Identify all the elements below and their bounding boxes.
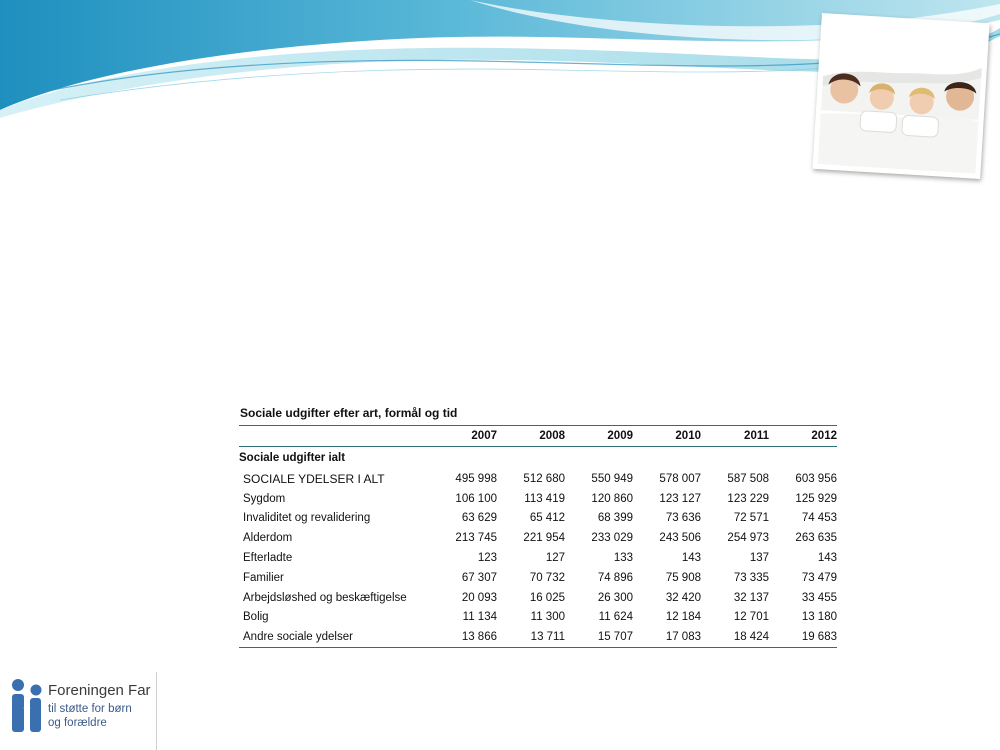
family-photo-image bbox=[818, 18, 985, 173]
row-value: 13 866 bbox=[429, 627, 497, 647]
section-row bbox=[239, 447, 837, 470]
row-value: 26 300 bbox=[597, 591, 633, 604]
row-value: 68 399 bbox=[597, 512, 633, 525]
row-value: 512 680 bbox=[523, 472, 565, 485]
year-header: 2011 bbox=[701, 426, 769, 447]
table-row bbox=[239, 627, 837, 647]
header-label-cell bbox=[239, 426, 429, 447]
row-value: 63 629 bbox=[461, 512, 497, 525]
row-value: 13 711 bbox=[497, 627, 565, 647]
row-value: 123 bbox=[477, 552, 497, 565]
family-photo bbox=[812, 13, 989, 179]
row-value: 65 412 bbox=[529, 512, 565, 525]
year-header: 2012 bbox=[769, 426, 837, 447]
row-value: 254 973 bbox=[727, 532, 769, 545]
social-expenses-table bbox=[239, 426, 837, 648]
row-value: 13 180 bbox=[801, 611, 837, 624]
row-value: 243 506 bbox=[659, 532, 701, 545]
row-value: 74 896 bbox=[597, 571, 633, 584]
table-row bbox=[239, 489, 837, 509]
table-row bbox=[239, 588, 837, 608]
logo-name: Foreningen Far bbox=[48, 682, 151, 699]
row-label: Arbejdsløshed og beskæftigelse bbox=[243, 591, 407, 604]
family-figures-icon bbox=[10, 678, 44, 734]
row-value: 75 908 bbox=[665, 571, 701, 584]
row-value: 15 707 bbox=[565, 627, 633, 647]
row-value: 113 419 bbox=[524, 492, 565, 505]
row-value: 11 300 bbox=[530, 611, 565, 624]
row-value: 16 025 bbox=[529, 591, 565, 604]
row-value: 11 624 bbox=[598, 611, 633, 624]
row-value: 137 bbox=[749, 552, 769, 565]
year-header: 2008 bbox=[497, 426, 565, 447]
table-header-row bbox=[239, 426, 837, 447]
table-row bbox=[239, 568, 837, 588]
table-row bbox=[239, 509, 837, 529]
row-value: 70 732 bbox=[529, 571, 565, 584]
logo-divider bbox=[156, 672, 157, 750]
row-value: 73 479 bbox=[801, 571, 837, 584]
row-value: 32 420 bbox=[665, 591, 701, 604]
row-label: Familier bbox=[243, 571, 284, 584]
row-label: Efterladte bbox=[243, 552, 293, 565]
row-value: 233 029 bbox=[591, 532, 633, 545]
row-value: 19 683 bbox=[769, 627, 837, 647]
row-value: 20 093 bbox=[461, 591, 497, 604]
year-header: 2007 bbox=[429, 426, 497, 447]
row-label: Alderdom bbox=[243, 532, 293, 545]
row-value: 106 100 bbox=[455, 492, 497, 505]
row-value: 11 134 bbox=[462, 611, 497, 624]
table-row bbox=[239, 469, 837, 489]
row-value: 587 508 bbox=[727, 472, 769, 485]
logo-tagline-line1: til støtte for børn bbox=[48, 703, 132, 715]
row-value: 123 229 bbox=[727, 492, 769, 505]
row-label: SOCIALE YDELSER I ALT bbox=[243, 471, 385, 486]
row-value: 221 954 bbox=[523, 532, 565, 545]
row-value: 74 453 bbox=[801, 512, 837, 525]
table-title: Sociale udgifter efter art, formål og tid bbox=[240, 406, 458, 420]
table-row bbox=[239, 548, 837, 568]
row-value: 72 571 bbox=[733, 512, 769, 525]
row-value: 17 083 bbox=[633, 627, 701, 647]
row-value: 32 137 bbox=[733, 591, 769, 604]
row-value: 125 929 bbox=[795, 492, 837, 505]
row-value: 213 745 bbox=[455, 532, 497, 545]
statistics-table-panel bbox=[230, 398, 864, 654]
row-value: 603 956 bbox=[795, 472, 837, 485]
row-value: 18 424 bbox=[701, 627, 769, 647]
row-label: Bolig bbox=[243, 611, 269, 624]
row-label: Invaliditet og revalidering bbox=[243, 512, 371, 525]
organization-logo bbox=[0, 672, 158, 750]
row-label: Sygdom bbox=[243, 492, 286, 505]
logo-tagline-line2: og forældre bbox=[48, 717, 107, 729]
row-value: 12 184 bbox=[665, 611, 701, 624]
row-value: 143 bbox=[817, 552, 837, 565]
row-value: 73 636 bbox=[665, 512, 701, 525]
year-header: 2009 bbox=[565, 426, 633, 447]
table-top-rule bbox=[239, 425, 837, 426]
row-value: 33 455 bbox=[801, 591, 837, 604]
row-value: 73 335 bbox=[733, 571, 769, 584]
row-label: Andre sociale ydelser bbox=[239, 627, 429, 647]
row-value: 67 307 bbox=[461, 571, 497, 584]
section-label: Sociale udgifter ialt bbox=[239, 452, 346, 464]
row-value: 123 127 bbox=[659, 492, 701, 505]
table-row bbox=[239, 528, 837, 548]
row-value: 263 635 bbox=[795, 532, 837, 545]
row-value: 578 007 bbox=[659, 472, 701, 485]
table-row bbox=[239, 608, 837, 628]
year-header: 2010 bbox=[633, 426, 701, 447]
row-value: 127 bbox=[545, 552, 565, 565]
row-value: 143 bbox=[681, 552, 701, 565]
row-value: 133 bbox=[613, 552, 633, 565]
row-value: 550 949 bbox=[591, 472, 633, 485]
row-value: 120 860 bbox=[591, 492, 633, 505]
row-value: 12 701 bbox=[733, 611, 769, 624]
row-value: 495 998 bbox=[455, 472, 497, 485]
